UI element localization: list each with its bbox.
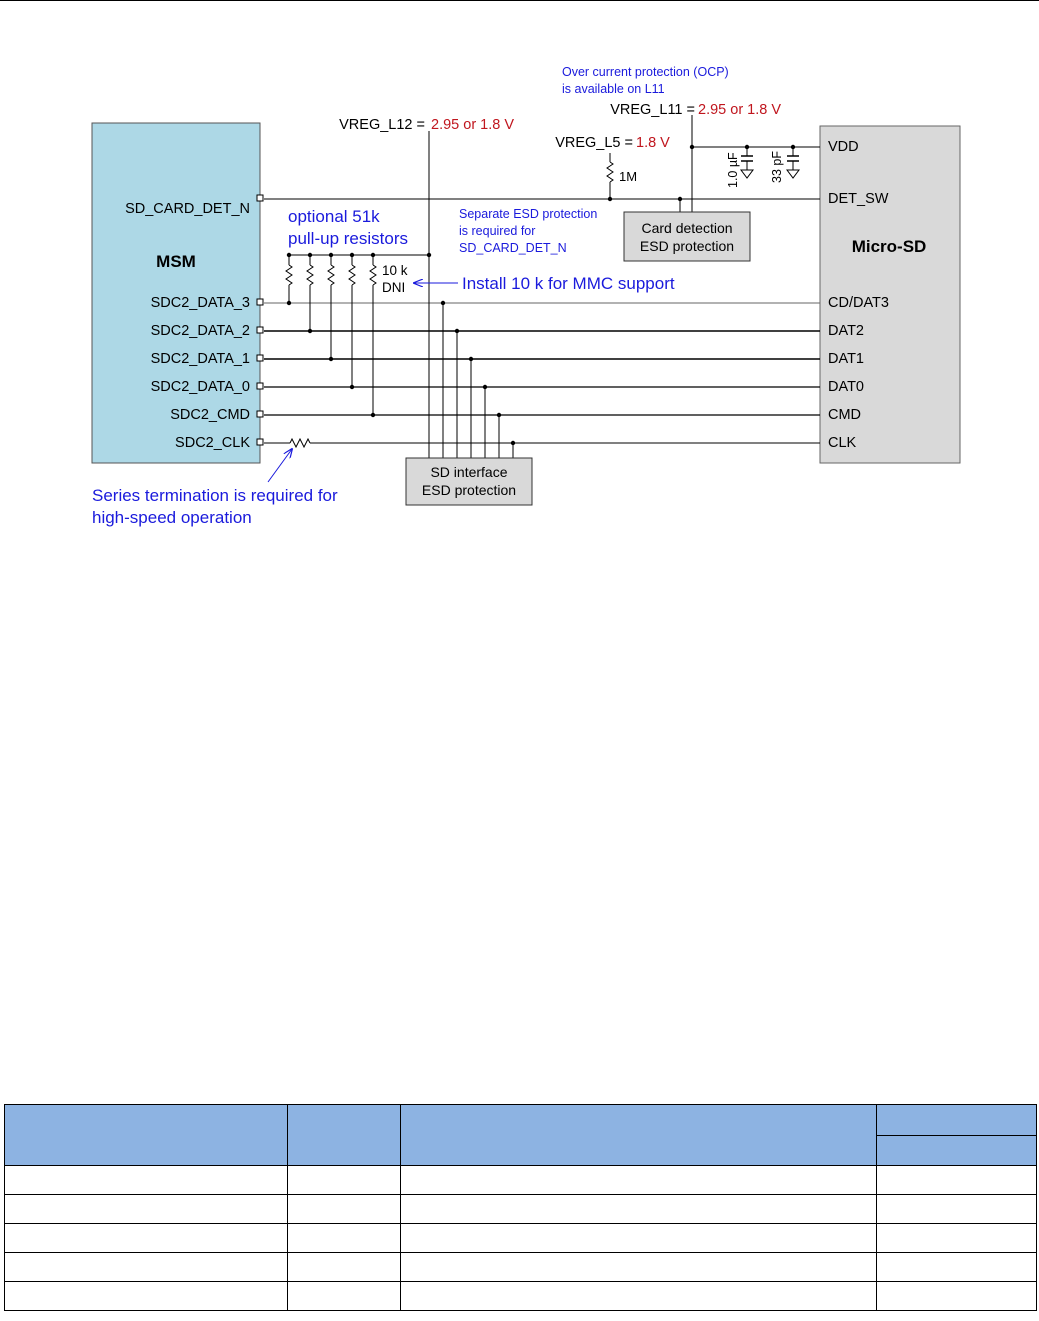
table-row — [5, 1253, 1037, 1282]
table-cell — [877, 1282, 1037, 1311]
table-cell — [877, 1195, 1037, 1224]
microsd-pin-dat0: DAT0 — [828, 379, 864, 395]
table-header-cell — [877, 1105, 1037, 1136]
table-cell — [401, 1195, 877, 1224]
table-cell — [877, 1253, 1037, 1282]
microsd-pin-dat1: DAT1 — [828, 351, 864, 367]
table-cell — [5, 1282, 288, 1311]
table-cell — [5, 1253, 288, 1282]
separate-esd-note-line2: is required for — [459, 224, 536, 238]
series-term-note-line1: Series termination is required for — [92, 486, 338, 505]
table-cell — [5, 1195, 288, 1224]
msm-pin-sdc2-data-2: SDC2_DATA_2 — [150, 323, 250, 339]
table-row — [5, 1166, 1037, 1195]
separate-esd-note-line3: SD_CARD_DET_N — [459, 241, 567, 255]
vreg-l12-value: 2.95 or 1.8 V — [431, 117, 515, 133]
msm-pin-sdc2-data-1: SDC2_DATA_1 — [150, 351, 250, 367]
table-cell — [401, 1224, 877, 1253]
table-cell — [288, 1224, 401, 1253]
microsd-pin-cmd: CMD — [828, 407, 862, 423]
table-cell — [288, 1195, 401, 1224]
ocp-note-line2: is available on L11 — [562, 82, 665, 96]
table-cell — [401, 1166, 877, 1195]
table-cell — [401, 1253, 877, 1282]
optional-pullups-note-line1: optional 51k — [288, 207, 380, 226]
microsd-pin-vdd: VDD — [828, 139, 859, 155]
mmc-note: Install 10 k for MMC support — [462, 274, 675, 293]
table-header-cell — [288, 1105, 401, 1166]
msm-pin-sdc2-cmd: SDC2_CMD — [170, 407, 250, 423]
microsd-pin-det-sw: DET_SW — [828, 191, 889, 207]
resistor-1m — [607, 162, 613, 182]
table-cell — [5, 1166, 288, 1195]
separate-esd-note-line1: Separate ESD protection — [459, 207, 598, 221]
table-cell — [877, 1224, 1037, 1253]
table-row — [5, 1282, 1037, 1311]
table-row — [5, 1224, 1037, 1253]
sd-interface-line1: SD interface — [430, 464, 508, 480]
table-cell — [401, 1282, 877, 1311]
pullup-resistors — [286, 255, 376, 415]
optional-pullups-note-line2: pull-up resistors — [288, 229, 408, 248]
card-detection-line2: ESD protection — [639, 238, 735, 254]
ocp-note-line1: Over current protection (OCP) — [562, 65, 729, 79]
microsd-pin-clk: CLK — [828, 435, 857, 451]
series-resistor — [290, 439, 310, 447]
table-header-row — [5, 1105, 1037, 1136]
cap-33pf-label: 33 pF — [770, 151, 784, 183]
series-term-arrow — [268, 449, 292, 482]
microsd-pin-cd-dat3: CD/DAT3 — [828, 295, 889, 311]
msm-pin-sd-card-det-n: SD_CARD_DET_N — [125, 201, 250, 217]
junction-dots — [287, 145, 795, 445]
vreg-l11-value: 2.95 or 1.8 V — [698, 102, 782, 118]
table-cell — [5, 1224, 288, 1253]
card-detection-line1: Card detection — [641, 220, 733, 236]
cap-1uf-label: 1.0 µF — [726, 152, 740, 188]
msm-pin-sdc2-data-3: SDC2_DATA_3 — [150, 295, 250, 311]
table-header-cell — [5, 1105, 288, 1166]
table-cell — [877, 1166, 1037, 1195]
table-cell — [288, 1282, 401, 1311]
dni-label-2: DNI — [382, 280, 406, 295]
vreg-l5-value: 1.8 V — [636, 135, 670, 151]
vreg-l5-label: VREG_L5 = — [555, 135, 633, 151]
sd-interface-line2: ESD protection — [421, 482, 517, 498]
spec-table — [4, 1104, 1037, 1311]
microsd-interface-schematic — [0, 0, 1039, 560]
series-term-note-line2: high-speed operation — [92, 508, 252, 527]
vreg-l12-label: VREG_L12 = — [339, 117, 425, 133]
table-header-cell — [877, 1135, 1037, 1166]
table-cell — [288, 1166, 401, 1195]
resistor-1m-label: 1M — [619, 169, 638, 184]
table-cell — [288, 1253, 401, 1282]
dni-label-1: 10 k — [382, 263, 408, 278]
table-header-cell — [401, 1105, 877, 1166]
microsd-title: Micro-SD — [851, 237, 927, 256]
msm-title: MSM — [156, 252, 196, 271]
msm-pin-sdc2-clk: SDC2_CLK — [175, 435, 250, 451]
table-row — [5, 1195, 1037, 1224]
vreg-l11-label: VREG_L11 = — [610, 102, 695, 118]
microsd-pin-dat2: DAT2 — [828, 323, 864, 339]
msm-pin-sdc2-data-0: SDC2_DATA_0 — [150, 379, 250, 395]
